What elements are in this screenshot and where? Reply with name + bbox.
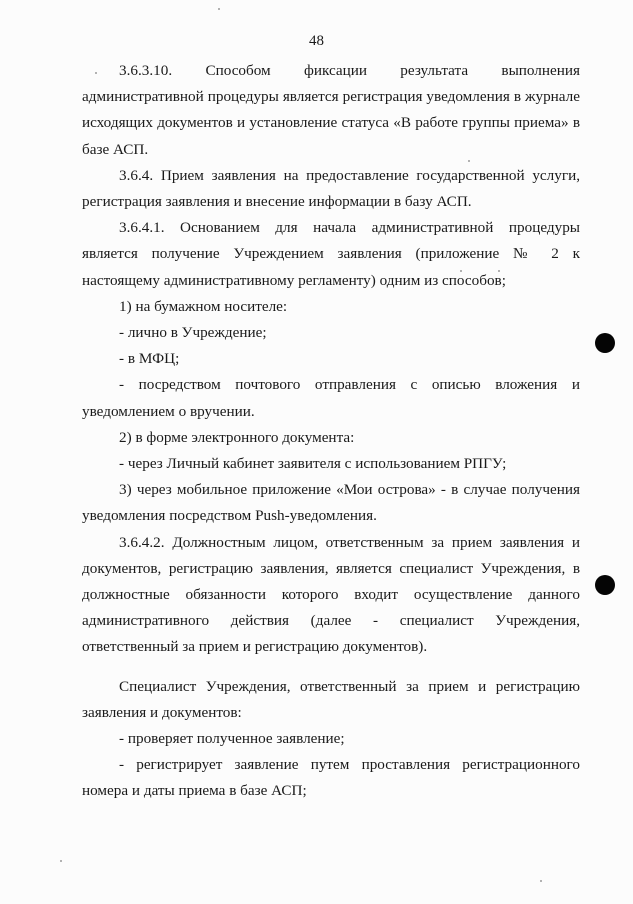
punch-hole-mark xyxy=(595,333,615,353)
scan-speck xyxy=(60,860,62,862)
paragraph-3-6-4-1: 3.6.4.1. Основанием для начала административной процедуры является получение Учреждением заявления (приложение № 2 к настоящему административному регламенту) одним из способов; xyxy=(82,219,580,289)
scan-speck xyxy=(218,8,220,10)
punch-hole-mark xyxy=(595,575,615,595)
scan-speck xyxy=(460,270,462,272)
list-item-postal: - посредством почтового отправления с описью вложения и уведомлением о вручении. xyxy=(82,376,580,420)
list-item-in-person: - лично в Учреждение; xyxy=(119,324,267,342)
list-item-mobile-app: 3) через мобильное приложение «Мои острова» - в случае получения уведомления посредством Push-уведомления. xyxy=(82,481,580,525)
scan-speck xyxy=(498,270,500,272)
list-item-paper-medium: 1) на бумажном носителе: xyxy=(119,297,288,315)
paragraph-specialist: Специалист Учреждения, ответственный за прием и регистрацию заявления и документов: xyxy=(82,677,580,721)
paragraph-3-6-3-10: 3.6.3.10. Способом фиксации результата выполнения административной процедуры является регистрация уведомления в журнале исходящих документов и установление статуса «В работе группы приема» в базе АСП. xyxy=(82,62,580,158)
scan-speck xyxy=(540,880,542,882)
page-number: 48 xyxy=(309,33,324,49)
list-item-checks-application: - проверяет полученное заявление; xyxy=(119,730,345,748)
scan-speck xyxy=(95,72,97,74)
scan-speck xyxy=(468,160,470,162)
list-item-registers-application: - регистрирует заявление путем проставления регистрационного номера и даты приема в базе АСП; xyxy=(82,756,580,800)
paragraph-3-6-4-2: 3.6.4.2. Должностным лицом, ответственным за прием заявления и документов, регистрацию заявления, является специалист Учреждения, в должностные обязанности которого входит осуществление данного административного действия (далее - специалист Учреждения, ответственный за прием и регистрацию документов). xyxy=(82,533,580,656)
paragraph-3-6-4: 3.6.4. Прием заявления на предоставление государственной услуги, регистрация заявления и внесение информации в базу АСП. xyxy=(82,166,580,211)
list-item-mfc: - в МФЦ; xyxy=(119,350,180,368)
document-body xyxy=(82,58,580,805)
list-item-electronic: 2) в форме электронного документа: xyxy=(119,428,355,446)
list-item-personal-cabinet: - через Личный кабинет заявителя с использованием РПГУ; xyxy=(119,455,507,473)
